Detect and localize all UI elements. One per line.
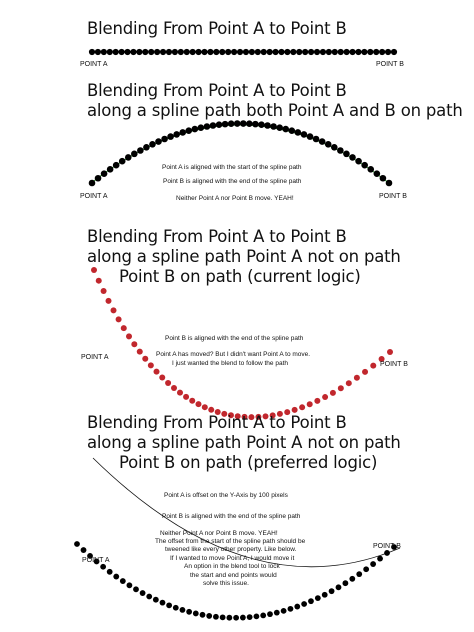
blend-dot bbox=[195, 401, 201, 407]
blend-dot bbox=[201, 49, 207, 55]
blend-dot bbox=[106, 298, 112, 304]
blend-dot bbox=[267, 49, 273, 55]
blend-dot bbox=[124, 49, 130, 55]
blend-dot bbox=[142, 356, 148, 362]
blend-dot bbox=[276, 124, 283, 131]
blend-dot bbox=[183, 394, 189, 400]
blend-dot bbox=[216, 121, 223, 128]
blend-dot bbox=[89, 180, 96, 187]
blend-dot bbox=[349, 154, 356, 161]
blend-dot bbox=[299, 404, 305, 410]
section4-title-line-2: along a spline path Point A not on path bbox=[87, 433, 401, 452]
blend-dot bbox=[264, 122, 271, 129]
section3-note-1: Point B is aligned with the end of the spline path bbox=[165, 335, 304, 342]
blend-dot bbox=[331, 144, 338, 151]
blend-dot bbox=[179, 129, 186, 136]
blend-dot bbox=[319, 138, 326, 145]
blend-dot bbox=[346, 380, 352, 386]
blend-dot bbox=[206, 613, 212, 619]
blend-dot bbox=[178, 49, 184, 55]
blend-dot bbox=[338, 49, 344, 55]
blend-dot bbox=[314, 398, 320, 404]
blend-dot bbox=[81, 547, 87, 553]
blend-dot bbox=[363, 566, 369, 572]
blend-dot bbox=[258, 121, 265, 128]
blend-dot bbox=[384, 550, 390, 556]
blend-dot bbox=[155, 138, 162, 145]
blend-dot bbox=[355, 158, 362, 165]
blend-dot bbox=[95, 175, 102, 182]
section2-point-b-label: POINT B bbox=[379, 193, 407, 200]
blend-dot bbox=[290, 49, 296, 55]
section4-note-4: The offset from the start of the spline path should be bbox=[155, 538, 306, 545]
section4-note-5: tweened like every other property. Like below. bbox=[165, 546, 297, 553]
blend-dot bbox=[167, 133, 174, 140]
section4-note-6: If I wanted to move Point A, I would move it bbox=[170, 555, 295, 562]
section2-note-3: Neither Point A nor Point B move. YEAH! bbox=[176, 195, 294, 202]
blend-dot bbox=[149, 141, 156, 148]
blend-dot bbox=[153, 597, 159, 603]
blend-dot bbox=[119, 158, 126, 165]
blend-dot bbox=[233, 615, 239, 621]
blend-dot bbox=[160, 49, 166, 55]
section1-point-a-label: POINT A bbox=[80, 61, 108, 68]
section4-note-2: Point B is aligned with the end of the spline path bbox=[162, 513, 301, 520]
blend-dot bbox=[302, 49, 308, 55]
section4-point-a-label: POINT A bbox=[82, 557, 110, 564]
blend-dot bbox=[296, 49, 302, 55]
blend-dot bbox=[222, 121, 229, 128]
section4-point-b-label: POINT B bbox=[373, 543, 401, 550]
blend-dot bbox=[173, 605, 179, 611]
blend-dot bbox=[252, 121, 259, 128]
blend-dot bbox=[166, 49, 172, 55]
blend-dot bbox=[274, 610, 280, 616]
blend-dot bbox=[113, 162, 120, 169]
section1-title-line: Blending From Point A to Point B bbox=[87, 19, 347, 38]
blend-dot bbox=[322, 394, 328, 400]
blend-dot bbox=[237, 49, 243, 55]
blend-dot bbox=[148, 49, 154, 55]
blend-dot bbox=[101, 170, 108, 177]
blend-dot bbox=[193, 611, 199, 617]
blend-dot bbox=[190, 49, 196, 55]
section4-note-8: the start and end points would bbox=[190, 572, 277, 579]
blend-dot bbox=[294, 604, 300, 610]
blend-dot bbox=[354, 375, 360, 381]
blend-dot bbox=[192, 126, 199, 133]
blend-dot bbox=[249, 49, 255, 55]
blend-dot bbox=[202, 404, 208, 410]
blend-dot bbox=[349, 49, 355, 55]
blend-dot bbox=[101, 288, 107, 294]
blend-dot bbox=[200, 612, 206, 618]
section2-title-line-2: along a spline path both Point A and B on path bbox=[87, 101, 463, 120]
blend-dot bbox=[386, 180, 393, 187]
blend-dot bbox=[148, 362, 154, 368]
blend-dot bbox=[338, 385, 344, 391]
blend-dot bbox=[136, 49, 142, 55]
blend-dot bbox=[131, 341, 137, 347]
blend-dot bbox=[385, 49, 391, 55]
blend-dot bbox=[210, 122, 217, 129]
section3-title-line-3: Point B on path (current logic) bbox=[119, 267, 361, 286]
blend-dot bbox=[246, 120, 253, 127]
blend-dot bbox=[198, 124, 205, 131]
blend-dot bbox=[267, 611, 273, 617]
section4-title-line-1: Blending From Point A to Point B bbox=[87, 413, 347, 432]
blend-dot bbox=[380, 175, 387, 182]
blend-dot bbox=[295, 129, 302, 136]
blend-dot bbox=[343, 151, 350, 158]
blend-dot bbox=[116, 316, 122, 322]
blend-dot bbox=[349, 576, 355, 582]
blend-dot bbox=[370, 561, 376, 567]
blend-dot bbox=[107, 569, 113, 575]
blend-dot bbox=[172, 49, 178, 55]
blend-dot bbox=[314, 49, 320, 55]
blend-dot bbox=[213, 614, 219, 620]
blend-dot bbox=[278, 49, 284, 55]
blend-dot bbox=[195, 49, 201, 55]
blend-dot bbox=[344, 49, 350, 55]
blend-dot bbox=[107, 166, 114, 173]
blend-dot bbox=[213, 49, 219, 55]
blend-dot bbox=[301, 601, 307, 607]
blend-dot bbox=[361, 162, 368, 169]
blend-dot bbox=[228, 120, 235, 127]
blend-dot bbox=[329, 588, 335, 594]
blend-dot bbox=[171, 385, 177, 391]
blend-dot bbox=[91, 267, 97, 273]
blend-dot bbox=[281, 608, 287, 614]
blend-dot bbox=[146, 594, 152, 600]
blend-dot bbox=[231, 49, 237, 55]
blend-dot bbox=[185, 127, 192, 134]
blend-dot bbox=[140, 590, 146, 596]
blend-dot bbox=[165, 380, 171, 386]
blend-dot bbox=[100, 564, 106, 570]
blend-dot bbox=[177, 390, 183, 396]
blend-dot bbox=[126, 333, 132, 339]
blend-dot bbox=[270, 123, 277, 130]
blend-dot bbox=[137, 147, 144, 154]
section4-note-7: An option in the blend tool to lock bbox=[184, 563, 280, 570]
blend-dot bbox=[325, 141, 332, 148]
section2-note-1: Point A is aligned with the start of the spline path bbox=[162, 164, 302, 171]
section4-note-9: solve this issue. bbox=[203, 580, 249, 587]
section1-point-b-label: POINT B bbox=[376, 61, 404, 68]
blend-dot bbox=[326, 49, 332, 55]
blend-dot bbox=[113, 49, 119, 55]
blend-dot bbox=[74, 541, 80, 547]
blend-dot bbox=[361, 49, 367, 55]
blend-dot bbox=[143, 144, 150, 151]
blend-dot bbox=[113, 574, 119, 580]
blend-dot bbox=[247, 614, 253, 620]
blend-dot bbox=[379, 49, 385, 55]
blend-dot bbox=[111, 307, 117, 313]
blend-dot bbox=[133, 586, 139, 592]
section4-note-1: Point A is offset on the Y-Axis by 100 pixels bbox=[164, 492, 288, 499]
blend-dot bbox=[336, 584, 342, 590]
blend-dot bbox=[101, 49, 107, 55]
blend-dot bbox=[289, 127, 296, 134]
blend-dot bbox=[315, 595, 321, 601]
blend-dot bbox=[137, 349, 143, 355]
blend-dot bbox=[184, 49, 190, 55]
blend-dot bbox=[226, 615, 232, 621]
blend-dot bbox=[342, 580, 348, 586]
blend-dot bbox=[180, 607, 186, 613]
blend-dot bbox=[307, 401, 313, 407]
blend-dot bbox=[119, 49, 125, 55]
blend-dot bbox=[107, 49, 113, 55]
blend-dot bbox=[173, 131, 180, 138]
blend-dot bbox=[387, 349, 393, 355]
blend-dot bbox=[186, 609, 192, 615]
blend-dot bbox=[120, 578, 126, 584]
section2-point-a-label: POINT A bbox=[80, 193, 108, 200]
section4-title-line-3: Point B on path (preferred logic) bbox=[119, 453, 378, 472]
blend-dot bbox=[377, 556, 383, 562]
blend-dot bbox=[234, 120, 241, 127]
blend-dot bbox=[240, 120, 247, 127]
blend-dot bbox=[89, 49, 95, 55]
section4-note-3: Neither Point A nor Point B move. YEAH! bbox=[160, 530, 278, 537]
blend-dot bbox=[95, 49, 101, 55]
blend-dot bbox=[307, 133, 314, 140]
section3-title-line-2: along a spline path Point A not on path bbox=[87, 247, 401, 266]
blend-dot bbox=[374, 170, 381, 177]
blend-dot bbox=[121, 325, 127, 331]
blend-dot bbox=[261, 49, 267, 55]
blend-dot bbox=[356, 571, 362, 577]
blend-dot bbox=[337, 147, 344, 154]
section3-point-a-label: POINT A bbox=[81, 354, 109, 361]
section3-note-2: Point A has moved? But I didn't want Point A to move. bbox=[156, 351, 311, 358]
blend-dot bbox=[272, 49, 278, 55]
section3-title-line-1: Blending From Point A to Point B bbox=[87, 227, 347, 246]
blend-dot bbox=[332, 49, 338, 55]
blend-dot bbox=[254, 613, 260, 619]
blend-dot bbox=[161, 136, 168, 143]
blend-dot bbox=[125, 154, 132, 161]
blend-dot bbox=[243, 49, 249, 55]
blend-dot bbox=[362, 369, 368, 375]
blend-dot bbox=[370, 363, 376, 369]
blend-dot bbox=[255, 49, 261, 55]
blend-dot bbox=[322, 592, 328, 598]
blend-dot bbox=[159, 375, 165, 381]
blend-dot bbox=[189, 398, 195, 404]
blend-dot bbox=[154, 49, 160, 55]
blend-dot bbox=[126, 582, 132, 588]
blend-dot bbox=[355, 49, 361, 55]
blend-dot bbox=[96, 278, 102, 284]
blend-dot bbox=[240, 615, 246, 621]
blend-dot bbox=[373, 49, 379, 55]
blend-dot bbox=[204, 123, 211, 130]
blend-dot bbox=[308, 49, 314, 55]
section3-note-3: I just wanted the blend to follow the path bbox=[172, 360, 288, 367]
blend-dot bbox=[154, 369, 160, 375]
blend-dot bbox=[301, 131, 308, 138]
blend-dot bbox=[225, 49, 231, 55]
section3-point-b-label: POINT B bbox=[380, 361, 408, 368]
blend-dot bbox=[391, 49, 397, 55]
blend-dot bbox=[288, 606, 294, 612]
blend-dot bbox=[282, 126, 289, 133]
blend-straight-line bbox=[89, 49, 397, 55]
blend-dot bbox=[260, 612, 266, 618]
blend-dot bbox=[142, 49, 148, 55]
blend-dot bbox=[367, 49, 373, 55]
blend-dot bbox=[313, 136, 320, 143]
blend-dot bbox=[320, 49, 326, 55]
blend-dot bbox=[131, 151, 138, 158]
section2-title-line-1: Blending From Point A to Point B bbox=[87, 81, 347, 100]
blend-dot bbox=[367, 166, 374, 173]
blend-dot bbox=[160, 600, 166, 606]
blend-dot bbox=[219, 49, 225, 55]
blend-dot bbox=[207, 49, 213, 55]
blend-dot bbox=[166, 602, 172, 608]
blend-spline-both-on-path bbox=[89, 120, 393, 186]
blend-dot bbox=[130, 49, 136, 55]
section2-note-2: Point B is aligned with the end of the spline path bbox=[163, 178, 302, 185]
blend-dot bbox=[308, 598, 314, 604]
blend-dot bbox=[330, 390, 336, 396]
blend-dot bbox=[284, 49, 290, 55]
blend-dot bbox=[220, 614, 226, 620]
